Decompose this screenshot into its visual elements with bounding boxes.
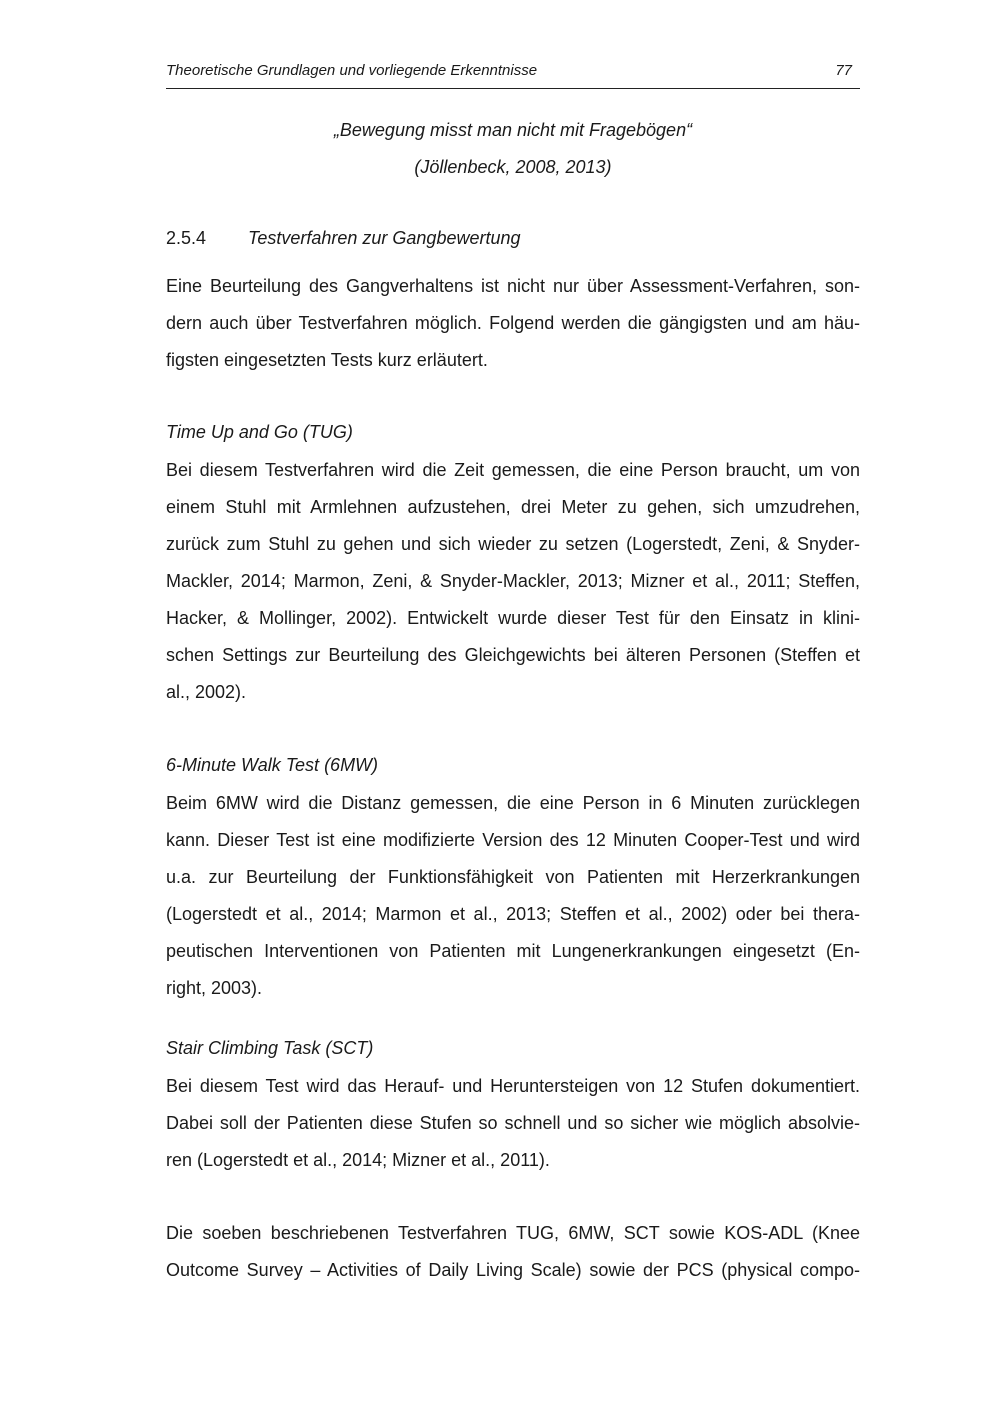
text-line: u.a. zur Beurteilung der Funktionsfähigkeit von Patienten mit Herzerkrankungen [166, 867, 860, 887]
text-line: Eine Beurteilung des Gangverhaltens ist nicht nur über Assessment-Verfahren, son- [166, 276, 860, 296]
sct-paragraph [166, 1068, 860, 1179]
text-line: right, 2003). [166, 978, 263, 998]
header-title: Theoretische Grundlagen und vorliegende Erkenntnisse [166, 62, 538, 79]
text-line: Bei diesem Test wird das Herauf- und Heruntersteigen von 12 Stufen dokumentiert. [166, 1076, 860, 1096]
6mw-paragraph [166, 785, 860, 1007]
text-line: zurück zum Stuhl zu gehen und sich wieder zu setzen (Logerstedt, Zeni, & Snyder- [166, 534, 860, 554]
epigraph-source: (Jöllenbeck, 2008, 2013) [414, 157, 612, 177]
running-header [166, 58, 860, 89]
text-line: ren (Logerstedt et al., 2014; Mizner et al., 2011). [166, 1150, 550, 1170]
section-title: Testverfahren zur Gangbewertung [248, 228, 521, 248]
text-line: Bei diesem Testverfahren wird die Zeit gemessen, die eine Person braucht, um von [166, 460, 860, 480]
section-heading [166, 228, 860, 249]
text-line: einem Stuhl mit Armlehnen aufzustehen, drei Meter zu gehen, sich umzudrehen, [166, 497, 860, 517]
text-line: schen Settings zur Beurteilung des Gleichgewichts bei älteren Personen (Steffen et [166, 645, 860, 665]
text-line: Beim 6MW wird die Distanz gemessen, die eine Person in 6 Minuten zurücklegen [166, 793, 860, 813]
page-number: 77 [835, 62, 852, 79]
subheading-sct: Stair Climbing Task (SCT) [166, 1038, 374, 1058]
text-line: Die soeben beschriebenen Testverfahren TUG, 6MW, SCT sowie KOS-ADL (Knee [166, 1223, 860, 1243]
text-line: (Logerstedt et al., 2014; Marmon et al., 2013; Steffen et al., 2002) oder bei thera- [166, 904, 860, 924]
text-line: Mackler, 2014; Marmon, Zeni, & Snyder-Mackler, 2013; Mizner et al., 2011; Steffen, [166, 571, 860, 591]
epigraph-quote: „Bewegung misst man nicht mit Fragebögen“ [333, 120, 693, 140]
tug-paragraph [166, 452, 860, 711]
text-line: Hacker, & Mollinger, 2002). Entwickelt wurde dieser Test für den Einsatz in klini- [166, 608, 860, 628]
subheading-6mw: 6-Minute Walk Test (6MW) [166, 755, 379, 775]
text-line: Outcome Survey – Activities of Daily Living Scale) sowie der PCS (physical compo- [166, 1260, 860, 1280]
subheading-tug: Time Up and Go (TUG) [166, 422, 353, 442]
closing-paragraph [166, 1215, 860, 1289]
text-line: peutischen Interventionen von Patienten mit Lungenerkrankungen eingesetzt (En- [166, 941, 860, 961]
text-line: dern auch über Testverfahren möglich. Folgend werden die gängigsten und am häu- [166, 313, 860, 333]
text-line: Dabei soll der Patienten diese Stufen so schnell und so sicher wie möglich absolvie- [166, 1113, 860, 1133]
text-line: figsten eingesetzten Tests kurz erläutert. [166, 350, 488, 370]
text-line: al., 2002). [166, 682, 247, 702]
section-number: 2.5.4 [166, 228, 207, 248]
text-line: kann. Dieser Test ist eine modifizierte Version des 12 Minuten Cooper-Test und wird [166, 830, 860, 850]
intro-paragraph [166, 268, 860, 379]
